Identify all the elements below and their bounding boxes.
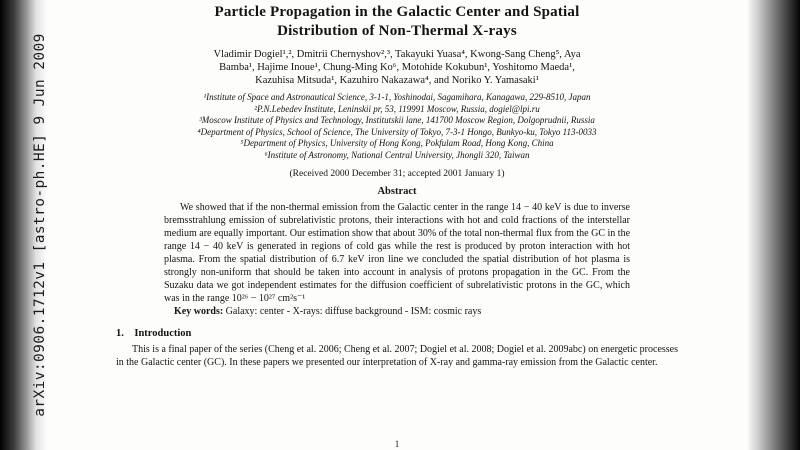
author-line-1: Vladimir Dogiel¹,², Dmitrii Chernyshov²,³, Takayuki Yuasa⁴, Kwong-Sang Cheng⁵, Aya xyxy=(213,49,581,60)
keywords-text: Galaxy: center - X-rays: diffuse background - ISM: cosmic rays xyxy=(225,306,482,317)
page-number: 1 xyxy=(394,439,400,449)
title-line-1: Particle Propagation in the Galactic Center and Spatial xyxy=(214,4,580,20)
affiliation-3: ³Moscow Institute of Physics and Technology, Institutskii lane, 141700 Moscow Region, Dolgoprudnii, Russia xyxy=(199,115,595,125)
affiliation-list xyxy=(180,92,614,161)
author-line-3: Kazuhisa Mitsuda¹, Kazuhiro Nakazawa⁴, and Noriko Y. Yamasaki¹ xyxy=(255,75,539,86)
affiliation-5: ⁵Department of Physics, University of Hong Kong, Pokfulam Road, Hong Kong, China xyxy=(240,138,554,148)
affiliation-2: ²P.N.Lebedev Institute, Leninskii pr, 53, 119991 Moscow, Russia, dogiel@lpi.ru xyxy=(254,103,540,114)
arxiv-watermark: arXiv:0906.1712v1 [astro-ph.HE] 9 Jun 2009 xyxy=(32,33,48,417)
abstract-text: We showed that if the non-thermal emission from the Galactic center in the range 14 − 40 keV is due to inverse bremsstrahlung emission of subrelativistic protons, their interactions with hot and cold fractions of the interstellar medium are equally important. Our estimation show that about 30% of the total non-thermal flux from the GC in the range 14 − 40 keV is generated in regions of cold gas while the rest is produced by proton interaction with hot plasma. From the spatial distribution of 6.7 keV iron line we concluded the spatial distribution of hot plasma is strongly non-uniform that should be taken into account in analysis of protons propagation in the GC. From the Suzaku data we got independent estimates for the diffusion coefficient of subrelativistic protons in the GC, which was in the range 10²⁶ − 10²⁷ cm²s⁻¹ xyxy=(164,202,631,304)
received-note: (Received 2000 December 31; accepted 2001 January 1) xyxy=(289,169,505,179)
affiliation-6: ⁶Institute of Astronomy, National Central University, Jhongli 320, Taiwan xyxy=(264,149,530,160)
author-list xyxy=(116,48,678,87)
paper-page xyxy=(46,0,748,450)
keywords-line xyxy=(164,305,630,318)
paper-title xyxy=(116,3,678,41)
affiliation-1: ¹Institute of Space and Astronautical Science, 3-1-1, Yoshinodai, Sagamihara, Kanagawa, 229-8510, Japan xyxy=(203,92,591,102)
keywords-label: Key words: xyxy=(174,306,224,317)
paper-content xyxy=(116,3,678,369)
author-line-2: Bamba¹, Hajime Inoue¹, Chung-Ming Ko⁶, Motohide Kokubun¹, Yoshitomo Maeda¹, xyxy=(219,62,575,73)
affiliation-4: ⁴Department of Physics, School of Science, The University of Tokyo, 7-3-1 Hongo, Bunkyo-ku, Tokyo 113-0033 xyxy=(197,126,597,137)
abstract-heading: Abstract xyxy=(377,186,417,197)
title-line-2: Distribution of Non-Thermal X-rays xyxy=(277,23,517,39)
section-heading-introduction: 1. Introduction xyxy=(116,328,192,339)
intro-paragraph: This is a final paper of the series (Cheng et al. 2006; Cheng et al. 2007; Dogiel et al. 2008; Dogiel et al. 2009abc) on energetic processes in the Galactic center (GC). In these papers we presented our interpretation of X-ray and gamma-ray emission from the Galactic center. xyxy=(116,344,678,368)
